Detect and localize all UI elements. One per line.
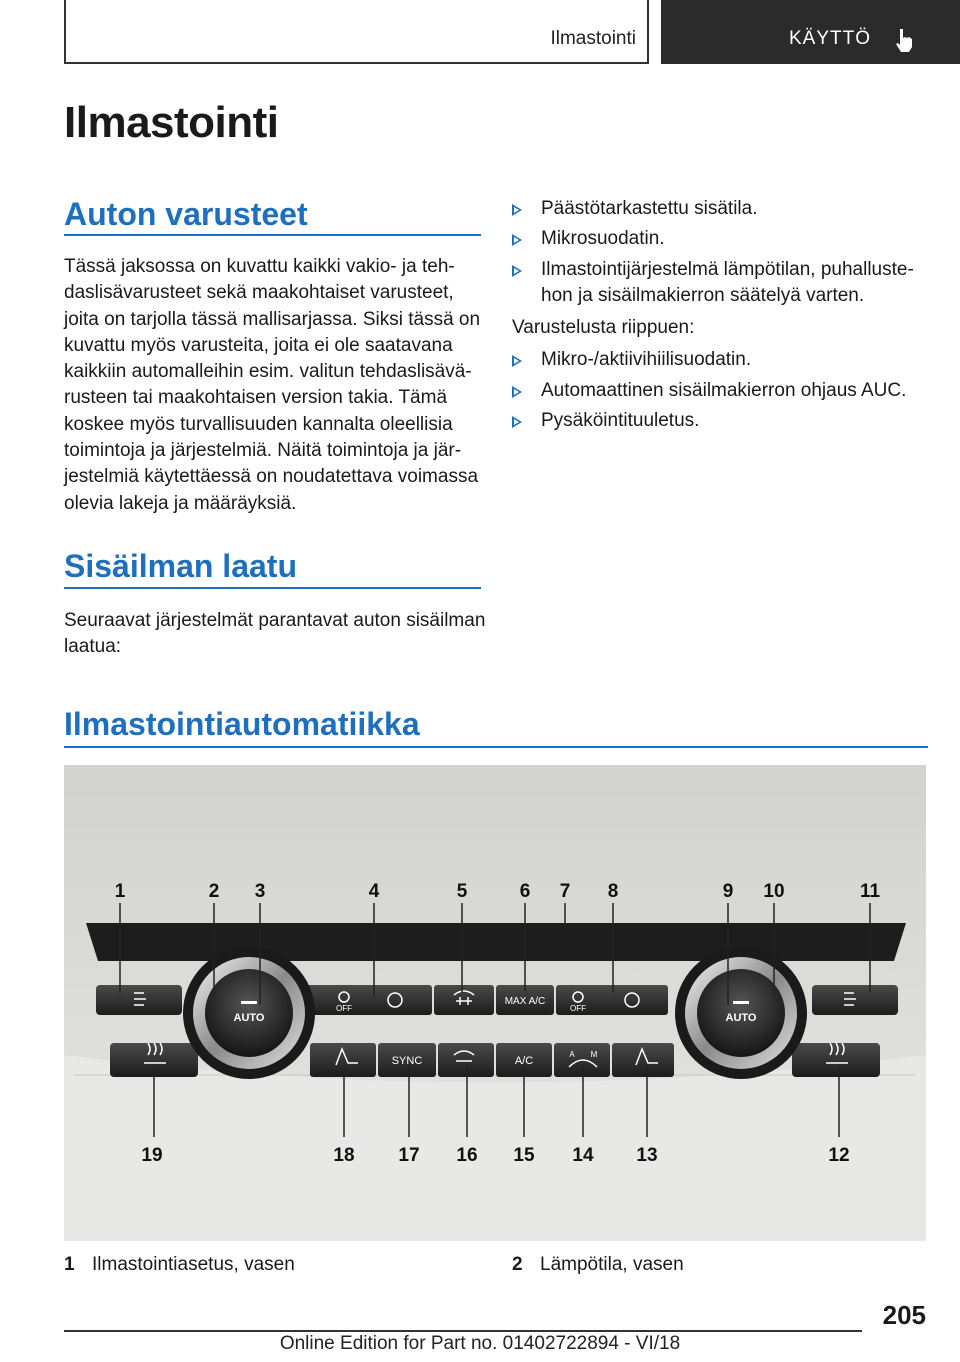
callout-number: 7 — [559, 881, 571, 902]
text-line: joita on tarjolla tässä mallisarjassa. Siksi tässä on — [64, 308, 481, 330]
callout-number: 3 — [254, 881, 266, 902]
callout-number: 18 — [333, 1145, 355, 1166]
text-line: kuvattu myös varusteita, joita ei ole saatavana — [64, 334, 453, 356]
list-item: Ilmastointijärjestelmä lämpötilan, puhalluste- hon ja sisäilmakierron säätelyä varten. — [512, 257, 932, 310]
page-number: 205 — [882, 1300, 926, 1330]
fan-off-label-left: OFF — [336, 1004, 352, 1013]
header-section-title: Ilmastointi — [550, 28, 636, 49]
auto-label-left: AUTO — [233, 1012, 265, 1024]
list-item: Automaattinen sisäilmakierron ohjaus AUC. — [512, 378, 932, 404]
footer-edition-text: Online Edition for Part no. 01402722894 - VI/18 — [279, 1333, 681, 1354]
callout-number: 4 — [368, 881, 380, 902]
callout-number: 11 — [859, 881, 881, 902]
chapter-tab-label: KÄYTTÖ — [789, 28, 872, 49]
triangle-bullet-icon — [512, 386, 522, 398]
text-line: olevia lakeja ja määräyksiä. — [64, 492, 297, 514]
section-rule — [64, 234, 481, 236]
callout-number: 9 — [722, 881, 734, 902]
auto-label-right: AUTO — [725, 1012, 757, 1024]
sync-label: SYNC — [391, 1055, 423, 1067]
callout-number: 19 — [141, 1145, 163, 1166]
section-rule — [64, 746, 928, 748]
triangle-bullet-icon — [512, 204, 522, 216]
air-quality-list — [512, 196, 932, 438]
callout-number: 1 — [114, 881, 126, 902]
callout-number: 10 — [763, 881, 785, 902]
section-heading-auton-varusteet: Auton varusteet — [64, 196, 308, 232]
figure-caption-2: 2 Lämpötila, vasen — [512, 1254, 684, 1275]
callout-number: 13 — [636, 1145, 658, 1166]
figure-caption-1: 1 Ilmastointiasetus, vasen — [64, 1254, 295, 1275]
auc-a-label: A — [569, 1050, 575, 1059]
list-item: Mikrosuodatin. — [512, 226, 932, 252]
paragraph-sisailman-laatu — [64, 608, 489, 661]
section-heading-sisailman-laatu: Sisäilman laatu — [64, 548, 297, 584]
equipment-dependent-label: Varustelusta riippuen: — [512, 317, 695, 339]
callout-number: 17 — [398, 1145, 420, 1166]
callout-number: 6 — [519, 881, 531, 902]
callout-number: 12 — [828, 1145, 850, 1166]
text-line: Tässä jaksossa on kuvattu kaikki vakio- ja teh- — [64, 256, 455, 277]
triangle-bullet-icon — [512, 416, 522, 428]
list-item: Päästötarkastettu sisätila. — [512, 196, 932, 222]
callout-number: 14 — [572, 1145, 594, 1166]
text-line: koskee myös turvallisuuden kannalta oleellisia — [64, 413, 453, 435]
text-line: kaikkiin automalleihin esim. valitun tehdaslisävä- — [64, 361, 472, 383]
max-ac-label: MAX A/C — [504, 996, 546, 1007]
triangle-bullet-icon — [512, 265, 522, 277]
header-chapter-tab — [661, 0, 960, 64]
callout-number: 2 — [208, 881, 220, 902]
text-line: jestelmiä käytettäessä on noudatettava voimassa — [64, 466, 479, 488]
callout-number: 8 — [607, 881, 619, 902]
text-line: laatua: — [64, 636, 122, 658]
callout-number: 15 — [513, 1145, 535, 1166]
text-line: rusteen tai maakohtaisen version takia. Tämä — [64, 387, 448, 409]
callout-number: 5 — [456, 881, 468, 902]
text-line: Seuraavat järjestelmät parantavat auton sisäilman — [64, 610, 486, 631]
fan-off-label-right: OFF — [570, 1004, 586, 1013]
list-item: Pysäköintituuletus. — [512, 408, 932, 434]
text-line: daslisävarusteet sekä maakohtaiset varusteet, — [64, 282, 454, 304]
page-title: Ilmastointi — [64, 98, 279, 147]
section-heading-ilmastointiautomatiikka: Ilmastointiautomatiikka — [64, 706, 420, 742]
section-rule — [64, 587, 481, 589]
climate-control-panel-figure — [64, 765, 926, 1241]
auc-m-label: M — [590, 1050, 598, 1059]
ac-label: A/C — [514, 1055, 534, 1067]
list-item: Mikro-/aktiivihiilisuodatin. — [512, 347, 932, 373]
text-line: toimintoja ja järjestelmiä. Näitä toimintoja ja jär- — [64, 440, 462, 462]
callout-number: 16 — [456, 1145, 478, 1166]
paragraph-auton-varusteet — [64, 254, 489, 517]
triangle-bullet-icon — [512, 234, 522, 246]
pointing-hand-icon — [894, 27, 914, 58]
footer-rule — [64, 1330, 862, 1332]
triangle-bullet-icon — [512, 355, 522, 367]
